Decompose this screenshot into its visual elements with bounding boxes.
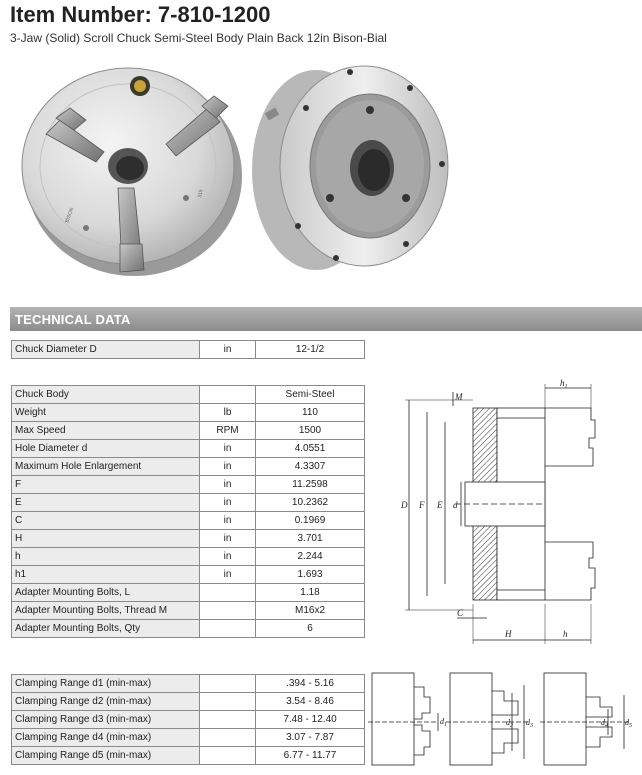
spec-name: Clamping Range d3 (min-max)	[12, 711, 200, 729]
clamping-range-drawing	[368, 667, 638, 773]
table-row	[12, 548, 365, 566]
label-d: d	[453, 500, 458, 510]
spec-unit	[200, 584, 256, 602]
spec-unit: in	[200, 440, 256, 458]
label-d4: $d_4$	[601, 718, 608, 729]
spec-name: H	[12, 530, 200, 548]
table-row	[12, 675, 365, 693]
table-row	[12, 512, 365, 530]
spec-value: 1.18	[256, 584, 365, 602]
spec-unit	[200, 693, 256, 711]
table-row	[12, 458, 365, 476]
table-row	[12, 341, 365, 359]
spec-unit: in	[200, 512, 256, 530]
spec-value: 3.701	[256, 530, 365, 548]
spec-name: Max Speed	[12, 422, 200, 440]
table-row	[12, 584, 365, 602]
spec-name: h	[12, 548, 200, 566]
spec-unit: in	[200, 548, 256, 566]
spec-name: Adapter Mounting Bolts, Thread M	[12, 602, 200, 620]
clamping-range-table	[11, 674, 365, 765]
spec-unit	[200, 620, 256, 638]
table-row	[12, 729, 365, 747]
spec-unit	[200, 602, 256, 620]
chuck-front-photo	[16, 48, 246, 278]
spec-name: Adapter Mounting Bolts, Qty	[12, 620, 200, 638]
label-d3: $d_3$	[526, 718, 533, 729]
product-description: 3-Jaw (Solid) Scroll Chuck Semi-Steel Body Plain Back 12in Bison-Bial	[10, 31, 387, 45]
label-d1: $d_1$	[440, 717, 447, 728]
label-d5: $d_5$	[625, 718, 632, 729]
spec-value: 3.07 - 7.87	[256, 729, 365, 747]
spec-unit	[200, 675, 256, 693]
table-row	[12, 386, 365, 404]
spec-name: Chuck Diameter D	[12, 341, 200, 359]
label-F: F	[419, 500, 425, 510]
table-row	[12, 476, 365, 494]
spec-table	[11, 385, 365, 638]
spec-name: Clamping Range d5 (min-max)	[12, 747, 200, 765]
spec-value: 4.3307	[256, 458, 365, 476]
spec-unit: in	[200, 458, 256, 476]
spec-unit: in	[200, 341, 256, 359]
spec-name: Hole Diameter d	[12, 440, 200, 458]
chuck-diameter-table	[11, 340, 365, 359]
spec-value: 0.1969	[256, 512, 365, 530]
page-title: Item Number: 7-810-1200	[10, 2, 271, 27]
label-h1: $h_1$	[560, 378, 568, 390]
spec-unit: in	[200, 494, 256, 512]
spec-value: M16x2	[256, 602, 365, 620]
table-row	[12, 404, 365, 422]
spec-name: Clamping Range d4 (min-max)	[12, 729, 200, 747]
spec-unit	[200, 711, 256, 729]
label-h: h	[563, 629, 568, 639]
spec-value: 12-1/2	[256, 341, 365, 359]
chuck-dimension-drawing	[395, 378, 632, 648]
spec-value: 6	[256, 620, 365, 638]
spec-unit	[200, 729, 256, 747]
table-row	[12, 711, 365, 729]
spec-unit: in	[200, 530, 256, 548]
spec-value: 7.48 - 12.40	[256, 711, 365, 729]
label-E: E	[437, 500, 443, 510]
spec-name: Maximum Hole Enlargement	[12, 458, 200, 476]
spec-name: h1	[12, 566, 200, 584]
table-row	[12, 747, 365, 765]
svg-text:BISON: BISON	[64, 207, 76, 224]
label-D: D	[401, 500, 408, 510]
table-row	[12, 566, 365, 584]
label-C: C	[457, 608, 464, 618]
spec-name: Chuck Body	[12, 386, 200, 404]
spec-value: Semi-Steel	[256, 386, 365, 404]
table-row	[12, 602, 365, 620]
label-H: H	[505, 629, 512, 639]
table-row	[12, 693, 365, 711]
table-row	[12, 620, 365, 638]
section-title: TECHNICAL DATA	[15, 312, 131, 327]
spec-value: 4.0551	[256, 440, 365, 458]
spec-value: 1500	[256, 422, 365, 440]
spec-name: F	[12, 476, 200, 494]
spec-value: 11.2598	[256, 476, 365, 494]
table-row	[12, 494, 365, 512]
spec-unit: in	[200, 476, 256, 494]
spec-value: 10.2362	[256, 494, 365, 512]
svg-text:315: 315	[197, 189, 205, 199]
spec-value: .394 - 5.16	[256, 675, 365, 693]
spec-unit: in	[200, 566, 256, 584]
spec-name: Adapter Mounting Bolts, L	[12, 584, 200, 602]
spec-name: Clamping Range d1 (min-max)	[12, 675, 200, 693]
spec-name: E	[12, 494, 200, 512]
spec-unit: RPM	[200, 422, 256, 440]
spec-value: 6.77 - 11.77	[256, 747, 365, 765]
spec-unit: lb	[200, 404, 256, 422]
label-d2: $d_2$	[506, 718, 513, 729]
technical-data-header	[10, 307, 642, 331]
spec-value: 1.693	[256, 566, 365, 584]
table-row	[12, 530, 365, 548]
label-M: M	[455, 392, 463, 402]
table-row	[12, 422, 365, 440]
chuck-back-photo	[246, 48, 451, 278]
spec-name: Weight	[12, 404, 200, 422]
spec-unit	[200, 747, 256, 765]
spec-name: C	[12, 512, 200, 530]
spec-value: 110	[256, 404, 365, 422]
spec-value: 3.54 - 8.46	[256, 693, 365, 711]
spec-value: 2.244	[256, 548, 365, 566]
spec-unit	[200, 386, 256, 404]
table-row	[12, 440, 365, 458]
spec-name: Clamping Range d2 (min-max)	[12, 693, 200, 711]
